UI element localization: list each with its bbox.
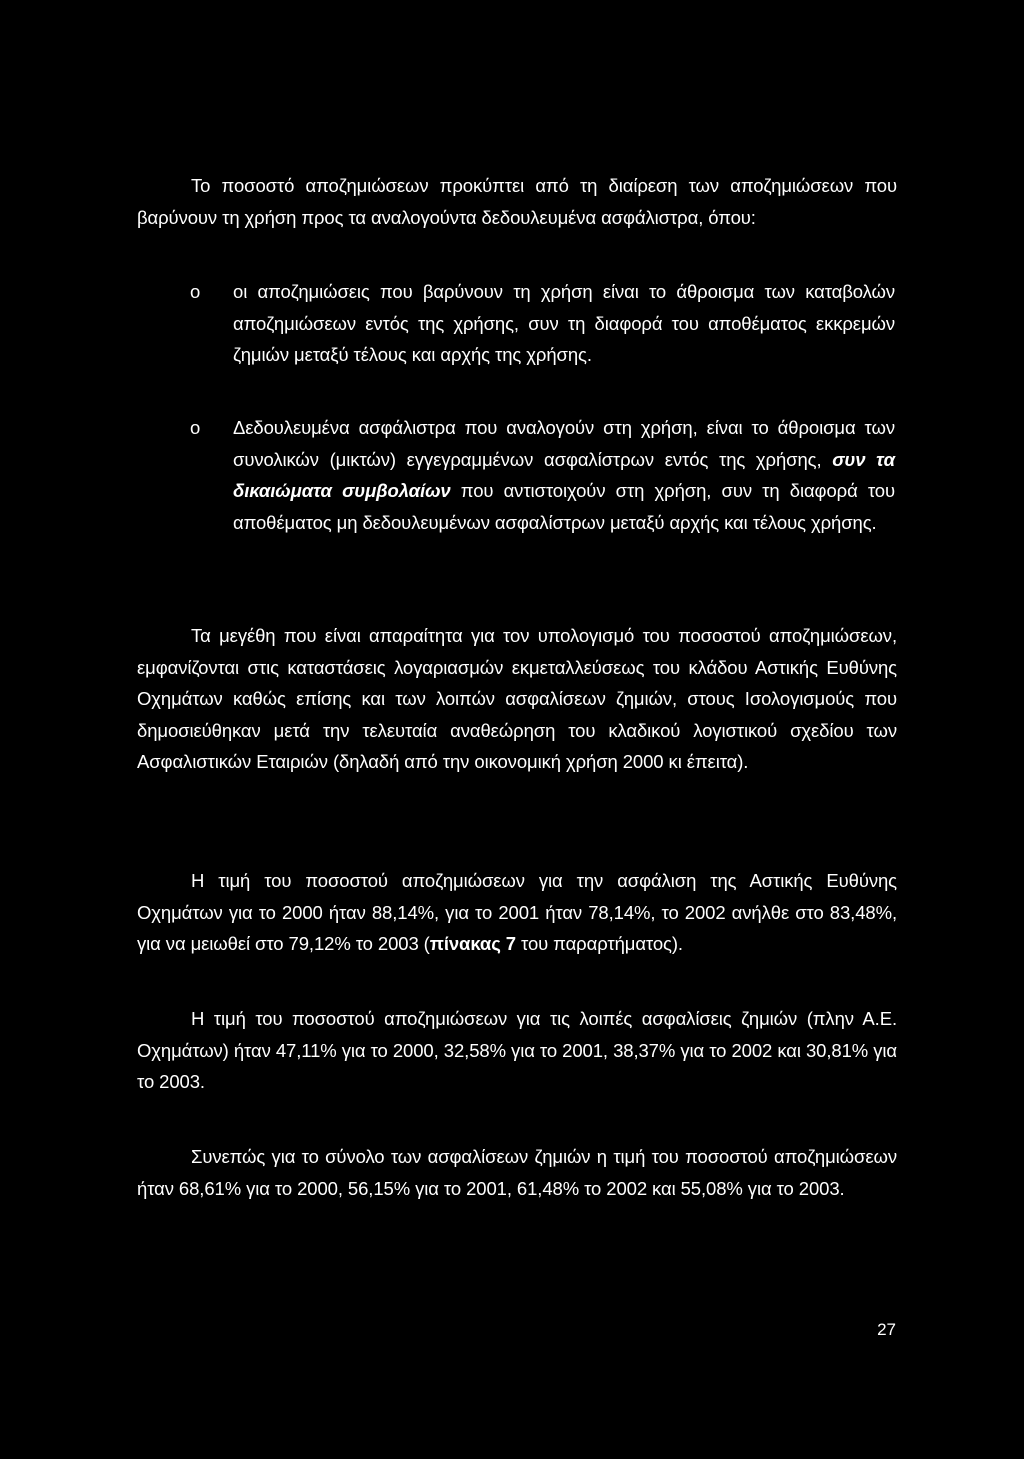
bullet-item-earned-premiums (233, 412, 895, 538)
paragraph-5-text-start: Η τιμή του ποσοστού αποζημιώσεων για την ασφάλιση της Αστικής Ευθύνης Οχημάτων για το 2000 ήταν 88,14%, για το 2001 ήταν 78,14%, το 2002 ανήλθε στο 83,48%, για να μειωθεί στο 79,12% το 2003 ( (137, 870, 897, 954)
paragraph-other-insurance-ratio: Η τιμή του ποσοστού αποζημιώσεων για τις λοιπές ασφαλίσεις ζημιών (πλην Α.Ε. Οχημάτων) ήταν 47,11% για το 2000, 32,58% για το 2001, 38,37% για το 2002 και 30,81% για το 2003. (137, 1008, 897, 1092)
page-number: 27 (877, 1320, 896, 1339)
paragraph-loss-ratio-definition: Το ποσοστό αποζημιώσεων προκύπτει από τη διαίρεση των αποζημιώσεων που βαρύνουν τη χρήση προς τα αναλογούντα δεδουλευμένα ασφάλιστρα, όπου: (137, 175, 897, 228)
paragraph-total-ratio: Συνεπώς για το σύνολο των ασφαλίσεων ζημιών η τιμή του ποσοστού αποζημιώσεων ήταν 68,61% για το 2000, 56,15% για το 2001, 61,48% το 2002 και 55,08% για το 2003. (137, 1146, 897, 1199)
paragraph-required-figures: Τα μεγέθη που είναι απαραίτητα για τον υπολογισμό του ποσοστού αποζημιώσεων, εμφανίζονται στις καταστάσεις λογαριασμών εκμεταλλεύσεως του κλάδου Αστικής Ευθύνης Οχημάτων καθώς επίσης και των λοιπών ασφαλίσεων ζημιών, στους Ισολογισμούς που δημοσιεύθηκαν μετά την τελευταία αναθεώρηση του κλαδικού λογιστικού σχεδίου των Ασφαλιστικών Εταιριών (δηλαδή από την οικονομική χρήση 2000 κι έπειτα). (137, 625, 897, 772)
bullet-2-bold-phrase: συν τα δικαιώματα συμβολαίων (233, 448, 896, 501)
bullet-marker-1: o (190, 281, 201, 302)
bullet-item-claims: οι αποζημιώσεις που βαρύνουν τη χρήση είναι το άθροισμα των καταβολών αποζημιώσεων εντός της χρήσης, συν τη διαφορά του αποθέματος εκκρεμών ζημιών μεταξύ τέλους και αρχής της χρήσης. (233, 281, 895, 365)
bullet-2-text-start: Δεδουλευμένα ασφάλιστρα που αναλογούν στη χρήση, είναι το άθροισμα των συνολικών (μικτών) εγγεγραμμένων ασφαλίστρων εντός της χρήσης, (233, 417, 895, 470)
bullet-marker-2: o (190, 417, 201, 438)
paragraph-motor-liability-ratio (137, 865, 897, 960)
paragraph-5-text-end: του παραρτήματος). (515, 933, 683, 954)
table-reference: πίνακας 7 (429, 933, 516, 954)
bullet-2-text-end: που αντιστοιχούν στη χρήση, συν τη διαφορά του αποθέματος μη δεδουλευμένων ασφαλίστρων μεταξύ αρχής και τέλους χρήσης. (233, 480, 895, 533)
